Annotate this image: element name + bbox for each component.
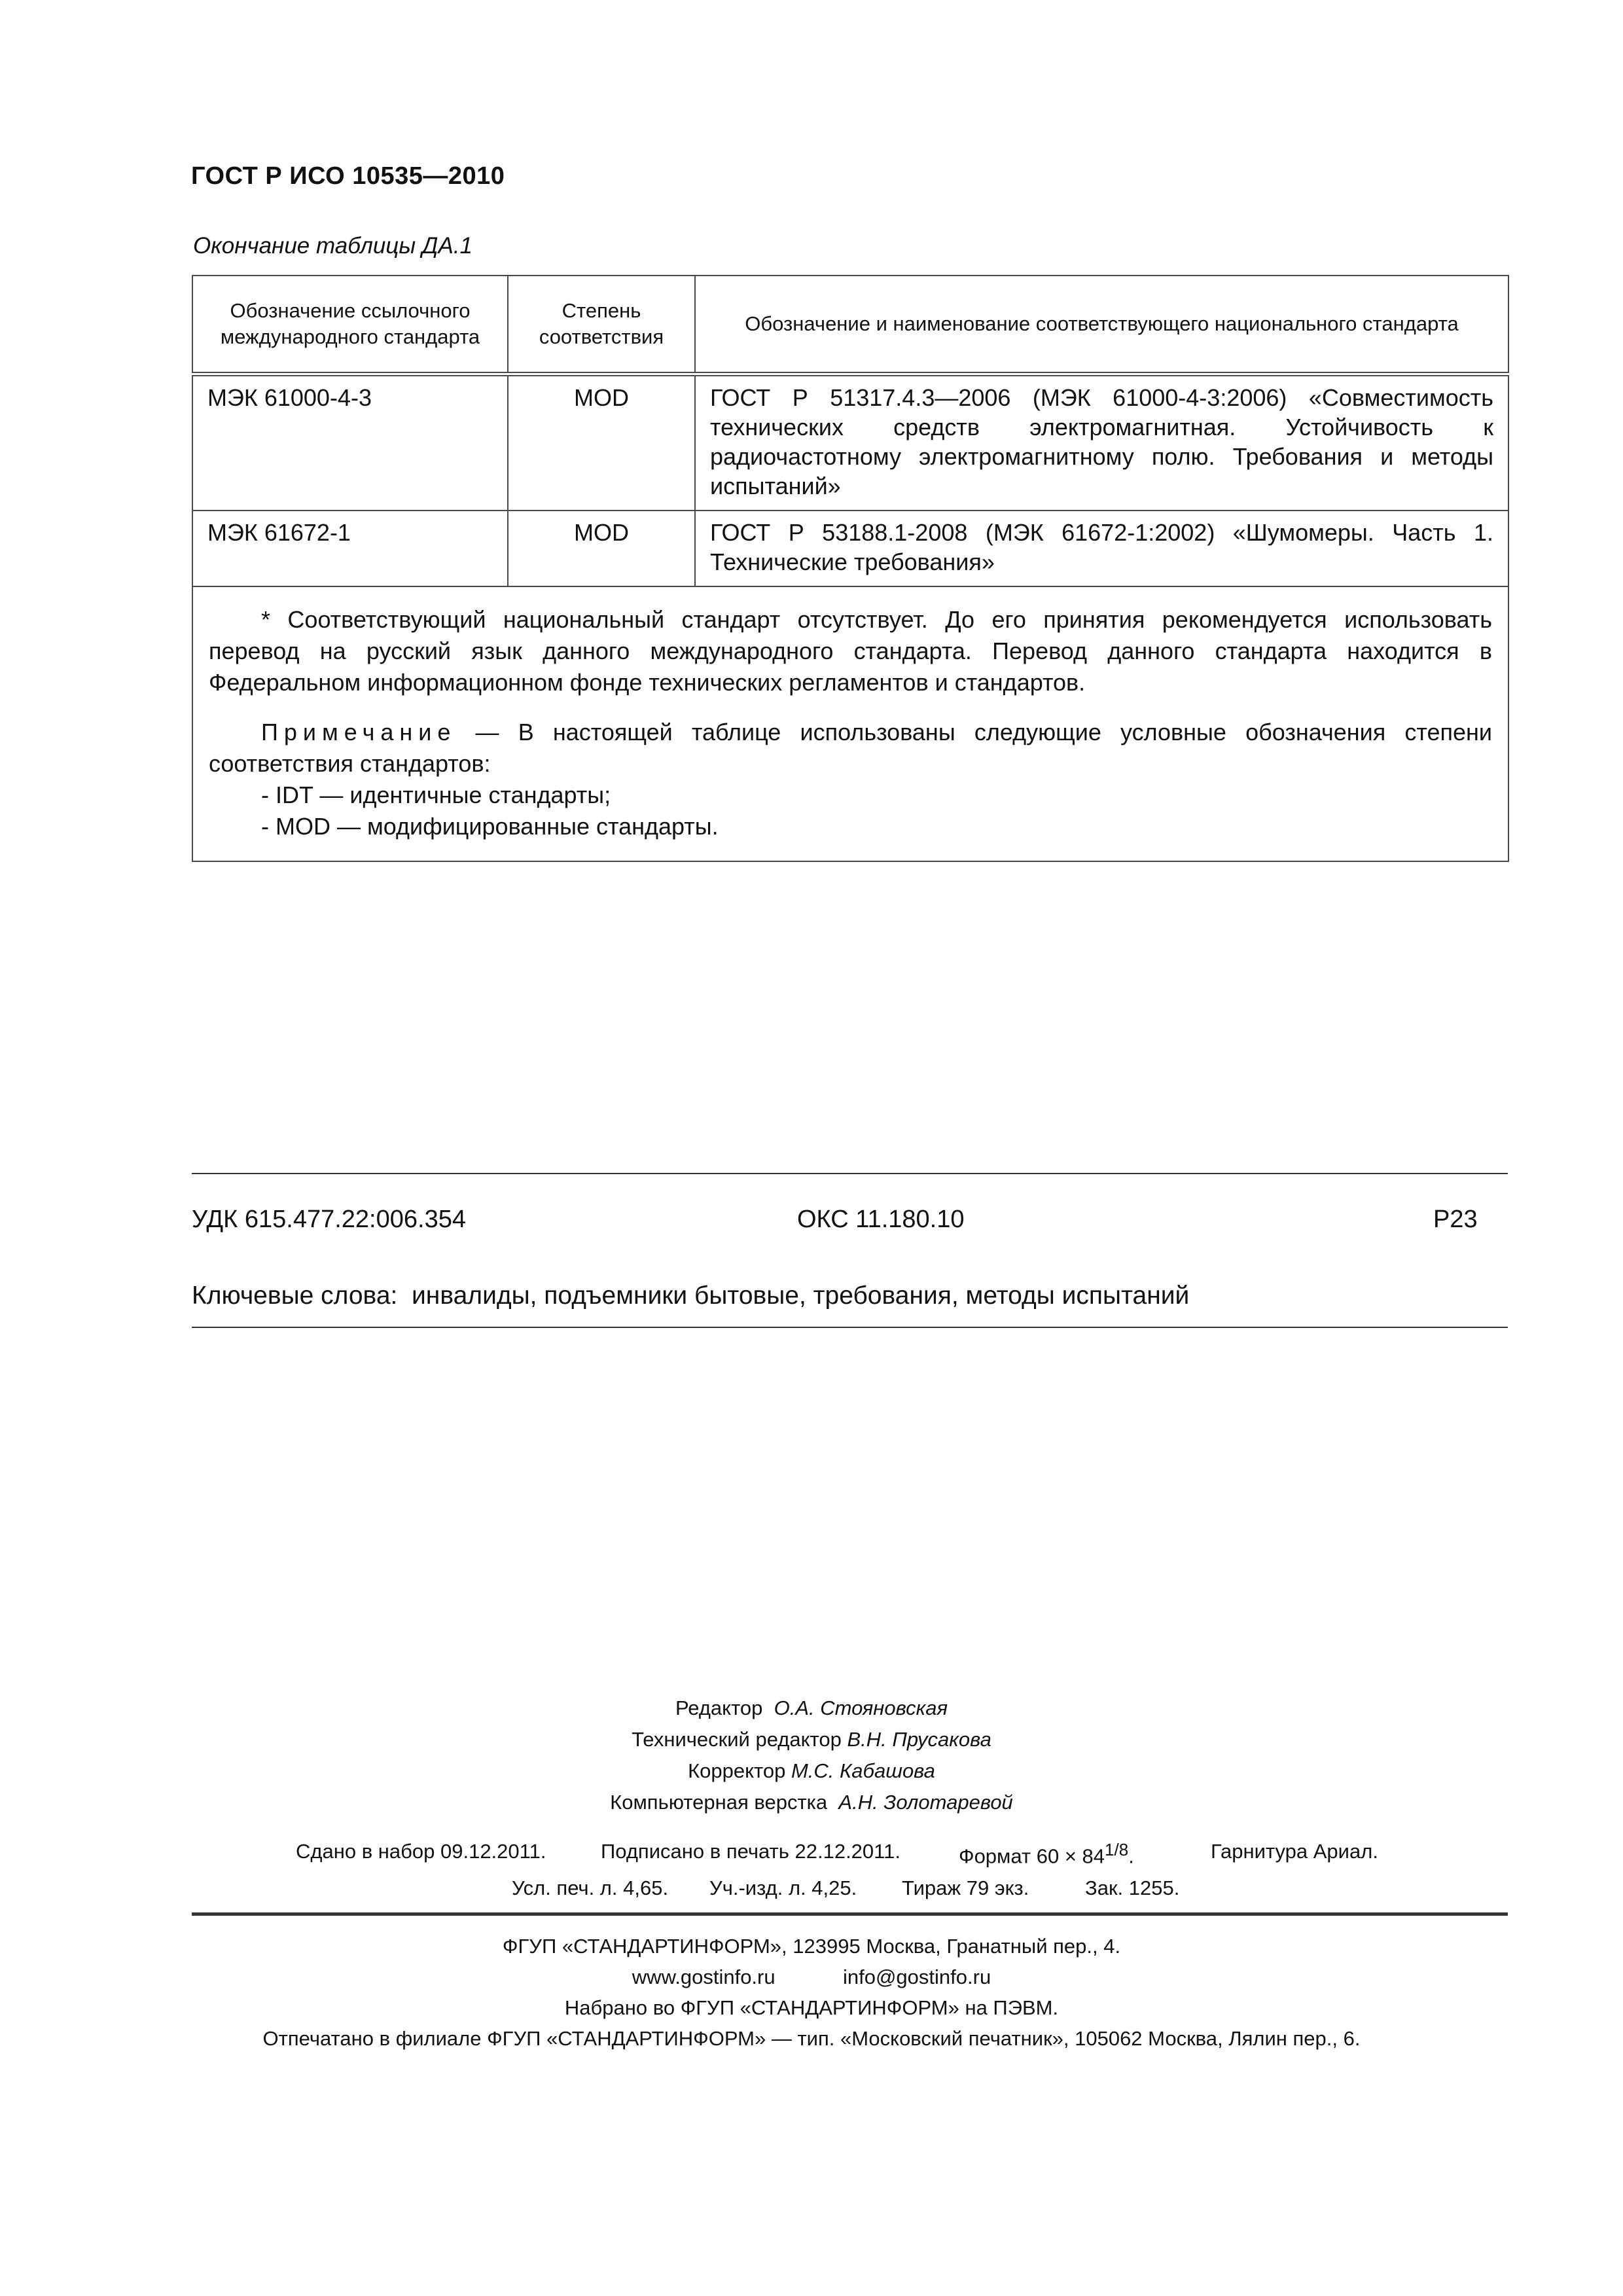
degree-cell: MOD: [508, 374, 695, 511]
table-header-row: [192, 276, 1508, 374]
degree-cell: MOD: [508, 511, 695, 586]
footnote: * Соответствующий национальный стандарт отсутствует. До его принятия рекомендуется использовать перевод на русский язык данного международного стандарта. Перевод данного стандарта находится в Федеральном информационном фонде технических регламентов и стандартов.: [209, 606, 1492, 696]
publisher-typeset: Набрано во ФГУП «СТАНДАРТИНФОРМ» на ПЭВМ.: [564, 1996, 1059, 2019]
divider-bottom: [192, 1327, 1508, 1328]
classification-code: Р23: [1433, 1206, 1478, 1233]
format-fraction: 1/8: [1105, 1840, 1129, 1859]
reference-cell: МЭК 61672-1: [192, 511, 508, 586]
table-caption: Окончание таблицы ДА.1: [193, 233, 473, 259]
document-header: ГОСТ Р ИСО 10535—2010: [191, 162, 505, 190]
keywords-label: Ключевые слова:: [192, 1282, 398, 1310]
publisher-email: info@gostinfo.ru: [842, 1965, 991, 1988]
print-format: Формат $60 \times 84^{1/8}$.: [959, 1840, 1134, 1868]
print-zak: Зак. 1255.: [1085, 1876, 1180, 1899]
note-label: Примечание: [261, 719, 457, 745]
print-font: Гарнитура Ариал.: [1211, 1840, 1378, 1863]
national-standard-cell: ГОСТ Р 53188.1-2008 (МЭК 61672-1:2002) «Шумомеры. Часть 1. Технические требования»: [695, 511, 1508, 586]
legend-item-idt: - IDT — идентичные стандарты;: [261, 781, 611, 808]
publisher-contacts: [0, 1962, 1623, 1992]
oks-code: ОКС 11.180.10: [797, 1206, 965, 1233]
print-tirazh: Тираж 79 экз.: [902, 1876, 1029, 1899]
print-uch: Уч.-изд. л. 4,25.: [709, 1876, 857, 1899]
standards-table: [192, 275, 1509, 862]
credit-layout: Компьютерная верстка А.Н. Золотаревой: [610, 1791, 1013, 1814]
divider-thick: [192, 1912, 1508, 1916]
print-submitted: Сдано в набор 09.12.2011.: [296, 1840, 546, 1863]
column-header-degree: Степень соответствия: [508, 276, 695, 374]
table-row: [192, 374, 1508, 511]
publisher-address: ФГУП «СТАНДАРТИНФОРМ», 123995 Москва, Гранатный пер., 4.: [502, 1935, 1121, 1958]
keywords-line: [192, 1282, 1189, 1310]
credits-block: [0, 1693, 1623, 1818]
table-notes-cell: [192, 586, 1508, 861]
print-signed: Подписано в печать 22.12.2011.: [601, 1840, 901, 1863]
legend-item-mod: - MOD — модифицированные стандарты.: [261, 813, 719, 840]
publisher-block: [0, 1931, 1623, 2054]
divider-top: [192, 1173, 1508, 1174]
column-header-reference: Обозначение ссылочного международного стандарта: [192, 276, 508, 374]
publisher-printed: Отпечатано в филиале ФГУП «СТАНДАРТИНФОРМ» — тип. «Московский печатник», 105062 Москва, Лялин пер., 6.: [262, 2027, 1361, 2050]
note-paragraph: [209, 717, 1492, 780]
note-text: — В настоящей таблице использованы следующие условные обозначения степени соответствия стандартов:: [209, 719, 1492, 777]
publisher-site: www.gostinfo.ru: [632, 1965, 776, 1988]
reference-cell: МЭК 61000-4-3: [192, 374, 508, 511]
table-notes-row: [192, 586, 1508, 861]
credit-editor: Редактор О.А. Стояновская: [675, 1696, 948, 1719]
credit-tech-editor: Технический редактор В.Н. Прусакова: [632, 1728, 991, 1751]
column-header-national: Обозначение и наименование соответствующего национального стандарта: [695, 276, 1508, 374]
national-standard-cell: ГОСТ Р 51317.4.3—2006 (МЭК 61000-4-3:2006) «Совместимость технических средств электромагнитная. Устойчивость к радиочастотному электромагнитному полю. Требования и методы испытаний»: [695, 374, 1508, 511]
table-row: [192, 511, 1508, 586]
keywords-text: инвалиды, подъемники бытовые, требования, методы испытаний: [412, 1282, 1190, 1310]
udk-code: УДК 615.477.22:006.354: [192, 1206, 466, 1233]
credit-corrector: Корректор М.С. Кабашова: [688, 1759, 935, 1782]
print-usl: Усл. печ. л. 4,65.: [512, 1876, 669, 1899]
